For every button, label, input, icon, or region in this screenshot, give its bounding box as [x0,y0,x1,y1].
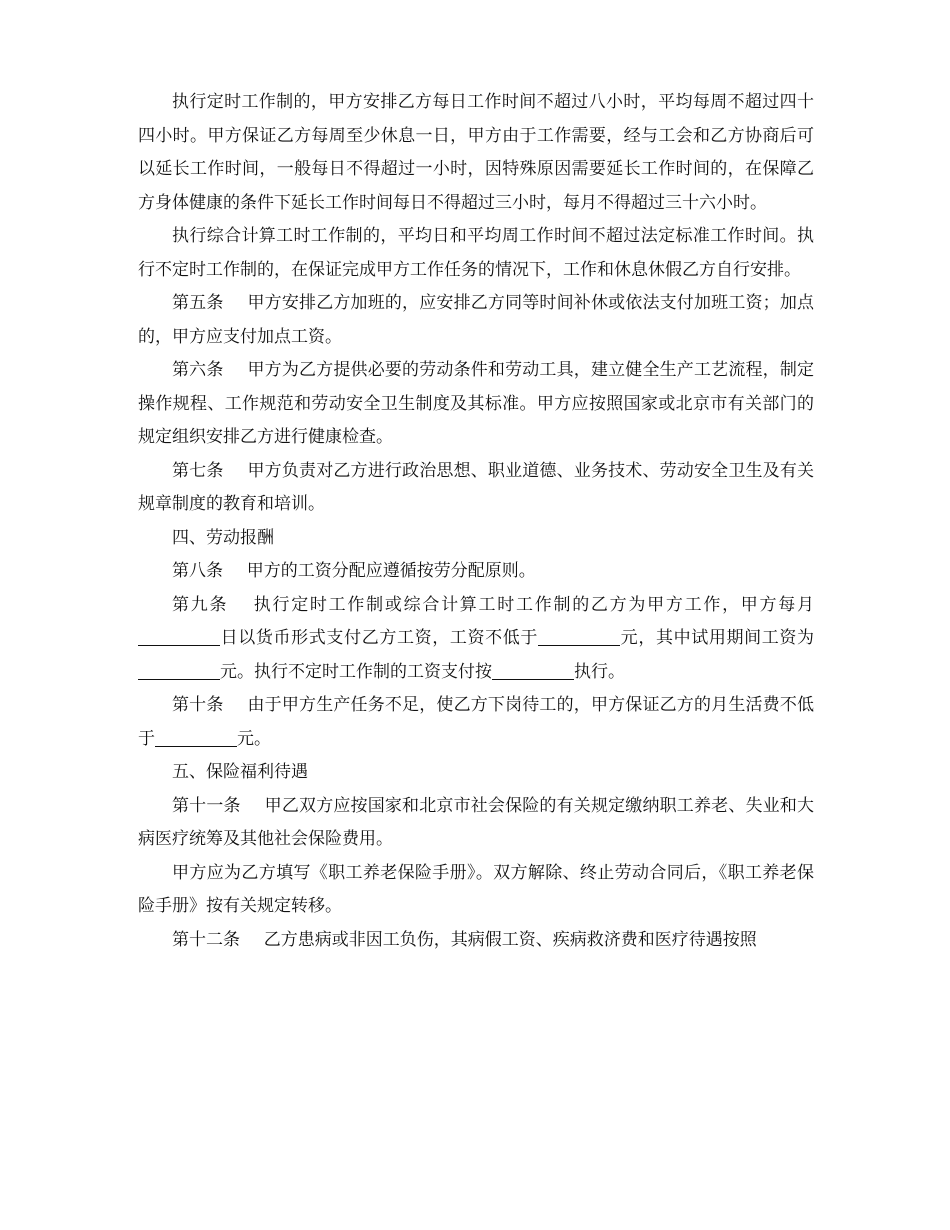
article-text: 元，其中试用期间工资为 [620,628,815,648]
article-label: 第八条 [172,561,223,581]
document-page [138,86,814,957]
article-text: 甲乙双方应按国家和北京市社会保险的有关规定缴纳职工养老、失业和大病医疗统筹及其他社会保险费用。 [138,795,815,849]
article-text: 元。执行不定时工作制的工资支付按 [220,661,492,682]
article-text: 执行定时工作制或综合计算工时工作制的乙方为甲方工作，甲方每月 [252,594,815,615]
article-label: 第十一条 [172,795,241,816]
article-6 [138,354,814,455]
section-heading-insurance: 五、保险福利待遇 [172,762,308,782]
article-text: 日以货币形式支付乙方工资，工资不低于 [220,628,539,648]
article-5 [138,287,814,354]
article-12 [138,924,814,958]
article-label: 第五条 [172,293,224,313]
article-10 [138,689,814,756]
article-8 [138,555,814,589]
article-7 [138,455,814,522]
blank-field[interactable] [155,729,237,747]
blank-field[interactable] [138,662,220,680]
section-heading-remuneration: 四、劳动报酬 [172,527,274,548]
paragraph-pension-handbook: 甲方应为乙方填写《职工养老保险手册》。双方解除、终止劳动合同后，《职工养老保险手册》按有关规定转移。 [138,862,814,916]
article-9 [138,589,814,690]
paragraph-comprehensive-hours: 执行综合计算工时工作制的，平均日和平均周工作时间不超过法定标准工作时间。执行不定时工作制的，在保证完成甲方工作任务的情况下，工作和休息休假乙方自行安排。 [138,226,814,280]
article-text: 甲方负责对乙方进行政治思想、职业道德、业务技术、劳动安全卫生及有关规章制度的教育和培训。 [138,460,815,514]
article-text: 乙方患病或非因工负伤，其病假工资、疾病救济费和医疗待遇按照 [263,929,757,950]
blank-field[interactable] [492,662,574,680]
article-label: 第六条 [172,360,224,380]
article-text: 由于甲方生产任务不足，使乙方下岗待工的，甲方保证乙方的月生活费不低于 [138,695,815,749]
article-text: 甲方为乙方提供必要的劳动条件和劳动工具，建立健全生产工艺流程，制定操作规程、工作规范和劳动安全卫生制度及其标准。甲方应按照国家或北京市有关部门的规定组织安排乙方进行健康检查。 [138,360,815,447]
article-text: 元。 [237,728,271,749]
article-label: 第十条 [172,695,224,715]
blank-field[interactable] [538,628,620,646]
article-text: 甲方的工资分配应遵循按劳分配原则。 [246,561,536,581]
article-text: 执行。 [574,661,625,682]
paragraph-fixed-hours: 执行定时工作制的，甲方安排乙方每日工作时间不超过八小时，平均每周不超过四十四小时。甲方保证乙方每周至少休息一日，甲方由于工作需要，经与工会和乙方协商后可以延长工作时间，一般每日不得超过一小时，因特殊原因需要延长工作时间的，在保障乙方身体健康的条件下延长工作时间每日不得超过三小时，每月不得超过三十六小时。 [138,92,814,213]
article-11 [138,790,814,857]
article-label: 第九条 [172,594,229,615]
article-label: 第七条 [172,460,224,481]
blank-field[interactable] [138,628,220,646]
article-label: 第十二条 [172,929,240,950]
article-text: 甲方安排乙方加班的，应安排乙方同等时间补休或依法支付加班工资；加点的，甲方应支付加点工资。 [138,293,815,347]
